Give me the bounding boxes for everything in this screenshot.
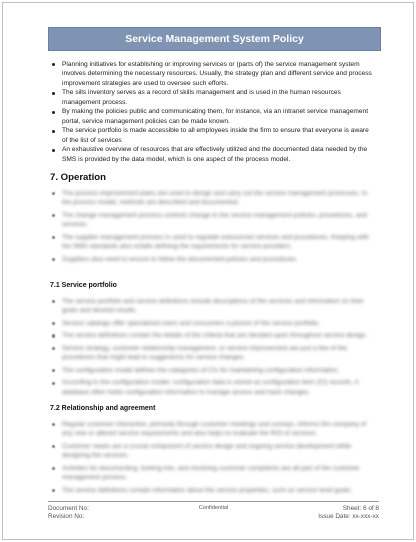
list-item — [50, 442, 376, 461]
section-heading-operation: 7. Operation — [50, 172, 106, 184]
operation-list — [50, 189, 376, 264]
revision-number-label: Revision No: — [48, 513, 85, 520]
list-item: Planning initiatives for establishing or improving services or (parts of) the service management system involves determining the necessary resources. Usually, the strategy plan and different service and process improvement strategies are used to oversee such efforts. — [50, 60, 376, 88]
page-title: Service Management System Policy — [48, 27, 381, 51]
document-body — [50, 60, 376, 498]
list-item — [50, 420, 376, 439]
list-item — [50, 189, 376, 208]
list-item — [50, 297, 376, 316]
blurred-text: Activities for documenting, looking into, and resolving customer complaints are all part of the customer management process. — [62, 464, 360, 482]
blurred-text: The configuration model defines the categories of CIs for maintaining configuration information. — [62, 366, 340, 374]
list-item: An exhaustive overview of resources that are effectively utilized and the documented data needed by the SMS is provided by the data model, which is one aspect of the process model. — [50, 145, 376, 164]
blurred-text: Service strategy, customer relationship management, or service improvement are just a few of the procedures that might lead to suggestions for service changes. — [62, 344, 347, 362]
list-item — [50, 344, 376, 363]
list-item — [50, 255, 376, 264]
list-item — [50, 486, 376, 495]
document-number-label: Document No: — [48, 505, 89, 512]
list-item — [50, 211, 376, 230]
list-item — [50, 331, 376, 340]
blurred-text: The service definitions contain information about the service properties, such as service level goals. — [62, 486, 353, 494]
document-page — [2, 2, 414, 540]
blurred-text: According to the configuration model, configuration data is stored as configuration item (CI) records. A database often holds configuration information to manage access and track changes. — [62, 379, 359, 396]
page-footer — [48, 501, 379, 520]
issue-date: Issue Date: xx-xxx-xx — [318, 513, 379, 520]
blurred-text: Suppliers also need to ensure to follow the documented policies and procedures. — [62, 255, 298, 263]
intro-list — [50, 60, 376, 164]
section-heading-relationship: 7.2 Relationship and agreement — [50, 405, 156, 413]
relationship-list — [50, 420, 376, 495]
list-item: The service portfolio is made accessible to all employees inside the firm to ensure that everyone is aware of the list of services — [50, 126, 376, 145]
list-item — [50, 366, 376, 375]
blurred-text: The supplier management process is used to regulate outsourced services and procedures. Keeping with the SMS standards also entails defining the requirements for service providers. — [62, 233, 369, 251]
list-item: The sills inventory serves as a record of skills management and is used in the human resources management process. — [50, 88, 376, 107]
list-item — [50, 233, 376, 252]
blurred-text: The service definitions contain the details of the criteria that are decided upon throughout service design. — [62, 332, 368, 340]
list-item — [50, 378, 376, 397]
list-item: By making the policies public and communicating them, for instance, via an intranet service management portal, service management policies can be made known. — [50, 107, 376, 126]
blurred-text: Customer needs are a crucial component of service design and ongoing service development while designing the services. — [62, 442, 352, 460]
blurred-text: The change management process controls change to the service management policies, procedures, and services. — [62, 211, 367, 229]
list-item — [50, 464, 376, 483]
service-portfolio-list — [50, 297, 376, 398]
blurred-text: The service portfolio and service definitions include descriptions of the services and information on their goals and desired results. — [62, 297, 364, 315]
blurred-text: Service catalogs offer specialized users and consumers a picture of the service portfolio. — [62, 319, 320, 327]
list-item — [50, 319, 376, 328]
blurred-text: The process improvement plans are used to design and carry out the service management processes. In the process model, methods are described and documented. — [62, 189, 368, 207]
sheet-number: Sheet: 6 of 8 — [342, 505, 379, 512]
section-heading-service-portfolio: 7.1 Service portfolio — [50, 282, 117, 290]
blurred-text: Regular customer interaction, primarily through customer meetings and surveys, informs the company of any new or altered service requirements and also helps to evaluate the ROI of services. — [62, 420, 367, 438]
confidential-label: Confidential — [198, 505, 229, 511]
